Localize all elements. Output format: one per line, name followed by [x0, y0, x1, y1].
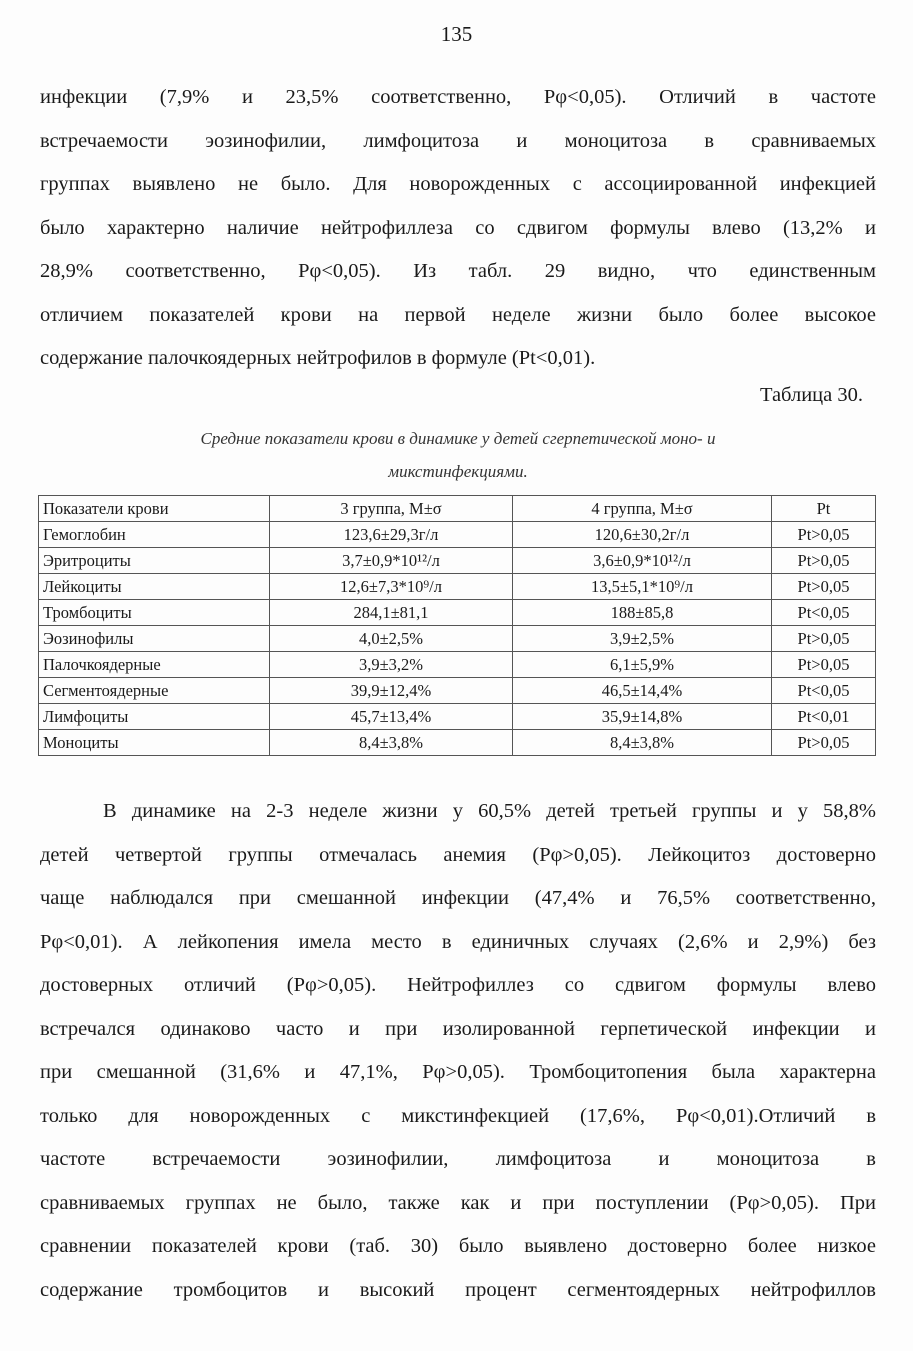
paragraph-line: частоте встречаемости эозинофилии, лимфоцитоза и моноцитоза в — [40, 1148, 876, 1170]
cell-group-4: 13,5±5,1*10⁹/л — [513, 574, 772, 600]
cell-group-3: 3,7±0,9*10¹²/л — [270, 548, 513, 574]
table-caption-line: микстинфекциями. — [388, 462, 528, 481]
cell-pt: Pt<0,05 — [772, 600, 876, 626]
cell-group-3: 3,9±3,2% — [270, 652, 513, 678]
cell-indicator: Тромбоциты — [39, 600, 270, 626]
table-row — [39, 522, 876, 548]
cell-pt: Pt>0,05 — [772, 522, 876, 548]
page-number: 135 — [440, 22, 473, 46]
cell-pt: Pt>0,05 — [772, 730, 876, 756]
cell-group-3: 123,6±29,3г/л — [270, 522, 513, 548]
blood-indicators-table — [38, 495, 876, 756]
paragraph-line: было характерно наличие нейтрофиллеза со сдвигом формулы влево (13,2% и — [40, 216, 876, 239]
paragraph-line: 28,9% соответственно, Рφ<0,05). Из табл. 29 видно, что единственным — [40, 260, 876, 282]
paragraph-line: В динамике на 2-3 неделе жизни у 60,5% детей третьей группы и у 58,8% — [103, 800, 876, 822]
paragraph-line: достоверных отличий (Рφ>0,05). Нейтрофиллез со сдвигом формулы влево — [40, 974, 876, 996]
cell-group-4: 188±85,8 — [513, 600, 772, 626]
cell-indicator: Моноциты — [39, 730, 270, 756]
cell-group-3: 284,1±81,1 — [270, 600, 513, 626]
cell-pt: Pt>0,05 — [772, 548, 876, 574]
cell-group-4: 120,6±30,2г/л — [513, 522, 772, 548]
cell-pt: Pt>0,05 — [772, 626, 876, 652]
table-row — [39, 678, 876, 704]
cell-group-4: 35,9±14,8% — [513, 704, 772, 730]
table-label: Таблица 30. — [759, 384, 863, 406]
cell-group-4: 46,5±14,4% — [513, 678, 772, 704]
cell-pt: Pt>0,05 — [772, 652, 876, 678]
paragraph-2 — [40, 790, 876, 1312]
cell-pt: Pt<0,01 — [772, 704, 876, 730]
table-row — [39, 600, 876, 626]
paragraph-line: отличием показателей крови на первой неделе жизни было более высокое — [40, 303, 876, 326]
cell-indicator: Лимфоциты — [39, 704, 270, 730]
cell-group-3: 12,6±7,3*10⁹/л — [270, 574, 513, 600]
cell-pt: Pt<0,05 — [772, 678, 876, 704]
header-group-4: 4 группа, M±σ — [513, 496, 772, 522]
paragraph-line: сравниваемых группах не было, также как и при поступлении (Рφ>0,05). При — [40, 1191, 876, 1214]
table-header-row — [39, 496, 876, 522]
cell-group-3: 8,4±3,8% — [270, 730, 513, 756]
cell-group-3: 45,7±13,4% — [270, 704, 513, 730]
paragraph-line: инфекции (7,9% и 23,5% соответственно, Рφ<0,05). Отличий в частоте — [40, 86, 876, 108]
paragraph-line: группах выявлено не было. Для новорожденных с ассоциированной инфекцией — [40, 173, 876, 195]
cell-group-4: 8,4±3,8% — [513, 730, 772, 756]
paragraph-line: чаще наблюдался при смешанной инфекции (47,4% и 76,5% соответственно, — [40, 887, 876, 909]
header-group-3: 3 группа, M±σ — [270, 496, 513, 522]
cell-indicator: Эритроциты — [39, 548, 270, 574]
paragraph-line: детей четвертой группы отмечалась анемия (Рφ>0,05). Лейкоцитоз достоверно — [40, 843, 876, 866]
paragraph-line: Рφ<0,01). А лейкопения имела место в единичных случаях (2,6% и 2,9%) без — [40, 930, 876, 953]
cell-indicator: Эозинофилы — [39, 626, 270, 652]
cell-pt: Pt>0,05 — [772, 574, 876, 600]
table-row — [39, 704, 876, 730]
paragraph-line: содержание палочкоядерных нейтрофилов в формуле (Pt<0,01). — [40, 347, 596, 369]
paragraph-line: только для новорожденных с микстинфекцией (17,6%, Рφ<0,01).Отличий в — [40, 1104, 876, 1127]
table-row — [39, 730, 876, 756]
paragraph-line: сравнении показателей крови (таб. 30) было выявлено достоверно более низкое — [40, 1235, 876, 1257]
paragraph-line: содержание тромбоцитов и высокий процент сегментоядерных нейтрофиллов — [40, 1278, 876, 1301]
table-caption-line: Средние показатели крови в динамике у детей сгерпетической моно- и — [200, 429, 716, 448]
cell-indicator: Гемоглобин — [39, 522, 270, 548]
paragraph-line: при смешанной (31,6% и 47,1%, Рφ>0,05). Тромбоцитопения была характерна — [40, 1061, 876, 1083]
cell-group-4: 6,1±5,9% — [513, 652, 772, 678]
paragraph-line: встречаемости эозинофилии, лимфоцитоза и моноцитоза в сравниваемых — [40, 129, 876, 152]
table-row — [39, 652, 876, 678]
table-row — [39, 574, 876, 600]
table-caption — [40, 422, 876, 488]
cell-group-4: 3,6±0,9*10¹²/л — [513, 548, 772, 574]
table-row — [39, 548, 876, 574]
header-pt: Pt — [772, 496, 876, 522]
header-indicator: Показатели крови — [39, 496, 270, 522]
cell-group-3: 39,9±12,4% — [270, 678, 513, 704]
cell-indicator: Сегментоядерные — [39, 678, 270, 704]
table-row — [39, 626, 876, 652]
cell-indicator: Лейкоциты — [39, 574, 270, 600]
paragraph-1 — [40, 76, 876, 381]
paragraph-line: встречался одинаково часто и при изолированной герпетической инфекции и — [40, 1017, 876, 1040]
cell-group-3: 4,0±2,5% — [270, 626, 513, 652]
cell-group-4: 3,9±2,5% — [513, 626, 772, 652]
cell-indicator: Палочкоядерные — [39, 652, 270, 678]
